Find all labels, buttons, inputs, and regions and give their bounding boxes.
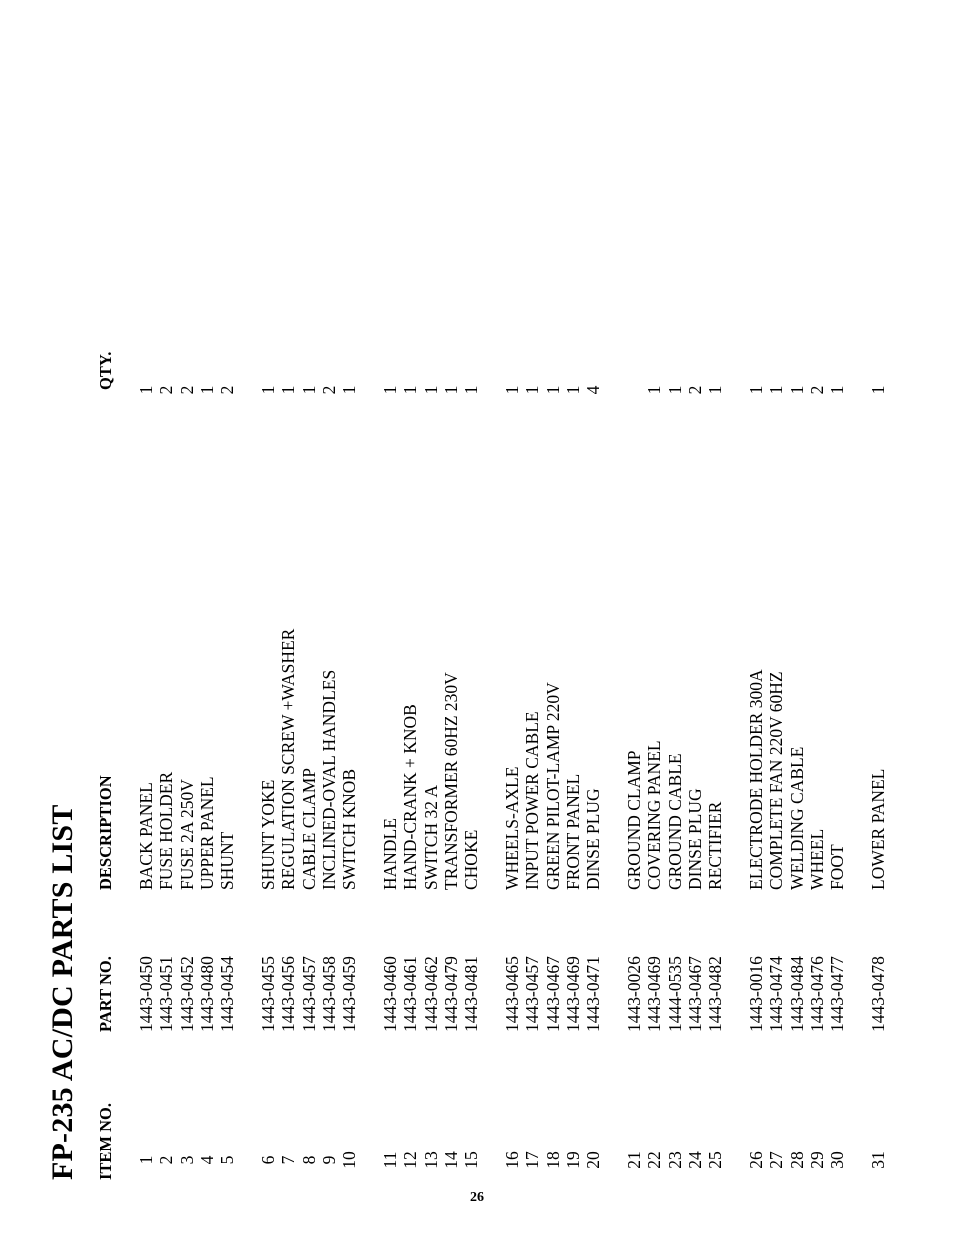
part-no-cell: 1443-0459 xyxy=(339,956,360,1032)
table-row xyxy=(421,360,441,1180)
qty-cell: 2 xyxy=(318,385,339,395)
qty-cell: 1 xyxy=(522,385,543,395)
item-no-cell: 13 xyxy=(420,1151,441,1169)
item-no-cell: 20 xyxy=(583,1151,604,1169)
part-no-cell: 1443-0456 xyxy=(278,956,299,1032)
item-no-cell: 9 xyxy=(318,1155,339,1165)
qty-cell: 2 xyxy=(176,385,197,395)
description-cell: CHOKE xyxy=(461,829,482,890)
part-no-cell: 1443-0480 xyxy=(196,956,217,1032)
part-no-cell: 1443-0479 xyxy=(440,956,461,1032)
item-no-cell: 11 xyxy=(380,1151,400,1169)
qty-cell: 1 xyxy=(868,385,888,395)
part-no-cell: 1443-0462 xyxy=(420,956,441,1032)
item-no-cell: 22 xyxy=(644,1151,665,1169)
part-no-cell: 1443-0469 xyxy=(562,956,583,1032)
description-cell: INPUT POWER CABLE xyxy=(522,711,543,890)
qty-cell: 1 xyxy=(196,385,217,395)
part-no-cell: 1443-0471 xyxy=(583,956,604,1032)
part-no-cell: 1443-0469 xyxy=(644,956,665,1032)
description-cell: SWITCH KNOB xyxy=(339,768,360,890)
item-no-cell: 21 xyxy=(624,1151,644,1169)
qty-cell: 1 xyxy=(136,385,156,395)
part-no-cell: 1443-0481 xyxy=(461,956,482,1032)
qty-cell: 1 xyxy=(502,385,522,395)
table-row xyxy=(278,360,298,1180)
table-row xyxy=(319,360,339,1180)
qty-cell: 4 xyxy=(583,385,604,395)
table-row xyxy=(400,360,420,1180)
part-no-cell: 1443-0450 xyxy=(136,956,156,1032)
table-row xyxy=(868,360,888,1180)
table-row xyxy=(543,360,563,1180)
qty-cell: 1 xyxy=(380,385,400,395)
table-row xyxy=(827,360,847,1180)
description-cell: LOWER PANEL xyxy=(868,768,888,890)
description-cell: COMPLETE FAN 220V 60HZ xyxy=(766,671,787,890)
table-row xyxy=(522,360,542,1180)
qty-cell: 1 xyxy=(786,385,807,395)
description-cell: FUSE 2A 250V xyxy=(176,779,197,890)
table-row xyxy=(461,360,481,1180)
qty-cell: 1 xyxy=(400,385,421,395)
qty-cell: 1 xyxy=(420,385,441,395)
item-no-cell: 29 xyxy=(806,1151,827,1169)
description-cell: RECTIFIER xyxy=(705,801,726,890)
part-no-cell: 1443-0026 xyxy=(624,956,644,1032)
part-no-cell: 1443-0482 xyxy=(705,956,726,1032)
table-row xyxy=(339,360,359,1180)
header-part-no: PART NO. xyxy=(96,956,115,1032)
description-cell: SHUNT YOKE xyxy=(258,779,278,890)
part-no-cell: 1443-0457 xyxy=(298,956,319,1032)
qty-cell: 1 xyxy=(766,385,787,395)
description-cell: UPPER PANEL xyxy=(196,776,217,890)
table-row xyxy=(258,360,278,1180)
part-no-cell: 1443-0467 xyxy=(542,956,563,1032)
part-no-cell: 1443-0467 xyxy=(684,956,705,1032)
part-no-cell: 1443-0016 xyxy=(746,956,766,1032)
item-no-cell: 23 xyxy=(664,1151,685,1169)
item-no-cell: 5 xyxy=(217,1155,238,1165)
description-cell: GROUND CLAMP xyxy=(624,750,644,890)
part-no-cell: 1443-0454 xyxy=(217,956,238,1032)
header-description: DESCRIPTION xyxy=(96,775,115,890)
description-cell: INCLINED-OVAL HANDLES xyxy=(318,669,339,890)
item-no-cell: 8 xyxy=(298,1155,319,1165)
table-row xyxy=(299,360,319,1180)
qty-cell: 1 xyxy=(705,385,726,395)
description-cell: FOOT xyxy=(827,844,848,890)
part-no-cell: 1443-0460 xyxy=(380,956,400,1032)
table-row xyxy=(746,360,766,1180)
description-cell: HAND-CRANK + KNOB xyxy=(400,704,421,890)
qty-cell: 1 xyxy=(440,385,461,395)
page-number: 26 xyxy=(470,1190,484,1205)
item-no-cell: 26 xyxy=(746,1151,766,1169)
description-cell: WHEEL xyxy=(806,828,827,890)
part-no-cell: 1444-0535 xyxy=(664,956,685,1032)
item-no-cell: 24 xyxy=(684,1151,705,1169)
part-no-cell: 1443-0457 xyxy=(522,956,543,1032)
description-cell: REGULATION SCREW +WASHER xyxy=(278,628,299,890)
qty-cell: 1 xyxy=(278,385,299,395)
description-cell: GROUND CABLE xyxy=(664,753,685,890)
part-no-cell: 1443-0477 xyxy=(827,956,848,1032)
qty-cell: 1 xyxy=(664,385,685,395)
description-cell: WELDING CABLE xyxy=(786,746,807,890)
description-cell: SWITCH 32 A xyxy=(420,785,441,890)
item-no-cell: 28 xyxy=(786,1151,807,1169)
table-row xyxy=(136,360,156,1180)
description-cell: TRANSFORMER 60HZ 230V xyxy=(440,672,461,890)
table-row xyxy=(766,360,786,1180)
description-cell: GREEN PILOT-LAMP 220V xyxy=(542,682,563,890)
table-row xyxy=(441,360,461,1180)
parts-list-rotated xyxy=(40,351,920,1180)
item-no-cell: 12 xyxy=(400,1151,421,1169)
description-cell: ELECTRODE HOLDER 300A xyxy=(746,669,766,890)
description-cell: SHUNT xyxy=(217,831,238,890)
table-row xyxy=(217,360,237,1180)
part-no-cell: 1443-0461 xyxy=(400,956,421,1032)
part-no-cell: 1443-0478 xyxy=(868,956,888,1032)
item-no-cell: 3 xyxy=(176,1155,197,1165)
table-row xyxy=(197,360,217,1180)
description-cell: DINSE PLUG xyxy=(583,788,604,890)
qty-cell: 2 xyxy=(806,385,827,395)
qty-cell: 2 xyxy=(156,385,177,395)
qty-cell: 1 xyxy=(746,385,766,395)
item-no-cell: 31 xyxy=(868,1151,888,1169)
qty-cell: 1 xyxy=(542,385,563,395)
qty-cell: 2 xyxy=(684,385,705,395)
qty-cell: 1 xyxy=(827,385,848,395)
table-row xyxy=(502,360,522,1180)
qty-cell: 1 xyxy=(258,385,278,395)
description-cell: COVERING PANEL xyxy=(644,740,665,890)
table-row xyxy=(156,360,176,1180)
item-no-cell: 1 xyxy=(136,1155,156,1165)
table-row xyxy=(380,360,400,1180)
table-row xyxy=(807,360,827,1180)
item-no-cell: 19 xyxy=(562,1151,583,1169)
table-row xyxy=(583,360,603,1180)
header-item-no: ITEM NO. xyxy=(96,1102,115,1180)
table-header xyxy=(96,351,116,1180)
table-row xyxy=(177,360,197,1180)
description-cell: CABLE CLAMP xyxy=(298,767,319,890)
description-cell: FRONT PANEL xyxy=(562,773,583,890)
header-qty: QTY. xyxy=(96,351,115,390)
item-no-cell: 7 xyxy=(278,1155,299,1165)
description-cell: BACK PANEL xyxy=(136,782,156,890)
item-no-cell: 4 xyxy=(196,1155,217,1165)
table-row xyxy=(705,360,725,1180)
table-row xyxy=(644,360,664,1180)
item-no-cell: 15 xyxy=(461,1151,482,1169)
part-no-cell: 1443-0455 xyxy=(258,956,278,1032)
qty-cell: 1 xyxy=(339,385,360,395)
table-row xyxy=(624,360,644,1180)
item-no-cell: 27 xyxy=(766,1151,787,1169)
item-no-cell: 14 xyxy=(440,1151,461,1169)
item-no-cell: 30 xyxy=(827,1151,848,1169)
table-row xyxy=(685,360,705,1180)
qty-cell: 1 xyxy=(562,385,583,395)
item-no-cell: 6 xyxy=(258,1155,278,1165)
item-no-cell: 17 xyxy=(522,1151,543,1169)
qty-cell: 2 xyxy=(217,385,238,395)
part-no-cell: 1443-0458 xyxy=(318,956,339,1032)
item-no-cell: 10 xyxy=(339,1151,360,1169)
part-no-cell: 1443-0465 xyxy=(502,956,522,1032)
description-cell: FUSE HOLDER xyxy=(156,771,177,890)
part-no-cell: 1443-0474 xyxy=(766,956,787,1032)
description-cell: DINSE PLUG xyxy=(684,788,705,890)
item-no-cell: 2 xyxy=(156,1155,177,1165)
qty-cell: 1 xyxy=(644,385,665,395)
table-row xyxy=(563,360,583,1180)
description-cell: HANDLE xyxy=(380,818,400,890)
page-title: FP-235 AC/DC PARTS LIST xyxy=(46,804,79,1180)
qty-cell: 1 xyxy=(298,385,319,395)
part-no-cell: 1443-0452 xyxy=(176,956,197,1032)
item-no-cell: 25 xyxy=(705,1151,726,1169)
part-no-cell: 1443-0484 xyxy=(786,956,807,1032)
description-cell: WHEELS-AXLE xyxy=(502,766,522,890)
table-row xyxy=(665,360,685,1180)
part-no-cell: 1443-0451 xyxy=(156,956,177,1032)
item-no-cell: 18 xyxy=(542,1151,563,1169)
part-no-cell: 1443-0476 xyxy=(806,956,827,1032)
item-no-cell: 16 xyxy=(502,1151,522,1169)
table-row xyxy=(787,360,807,1180)
qty-cell: 1 xyxy=(461,385,482,395)
